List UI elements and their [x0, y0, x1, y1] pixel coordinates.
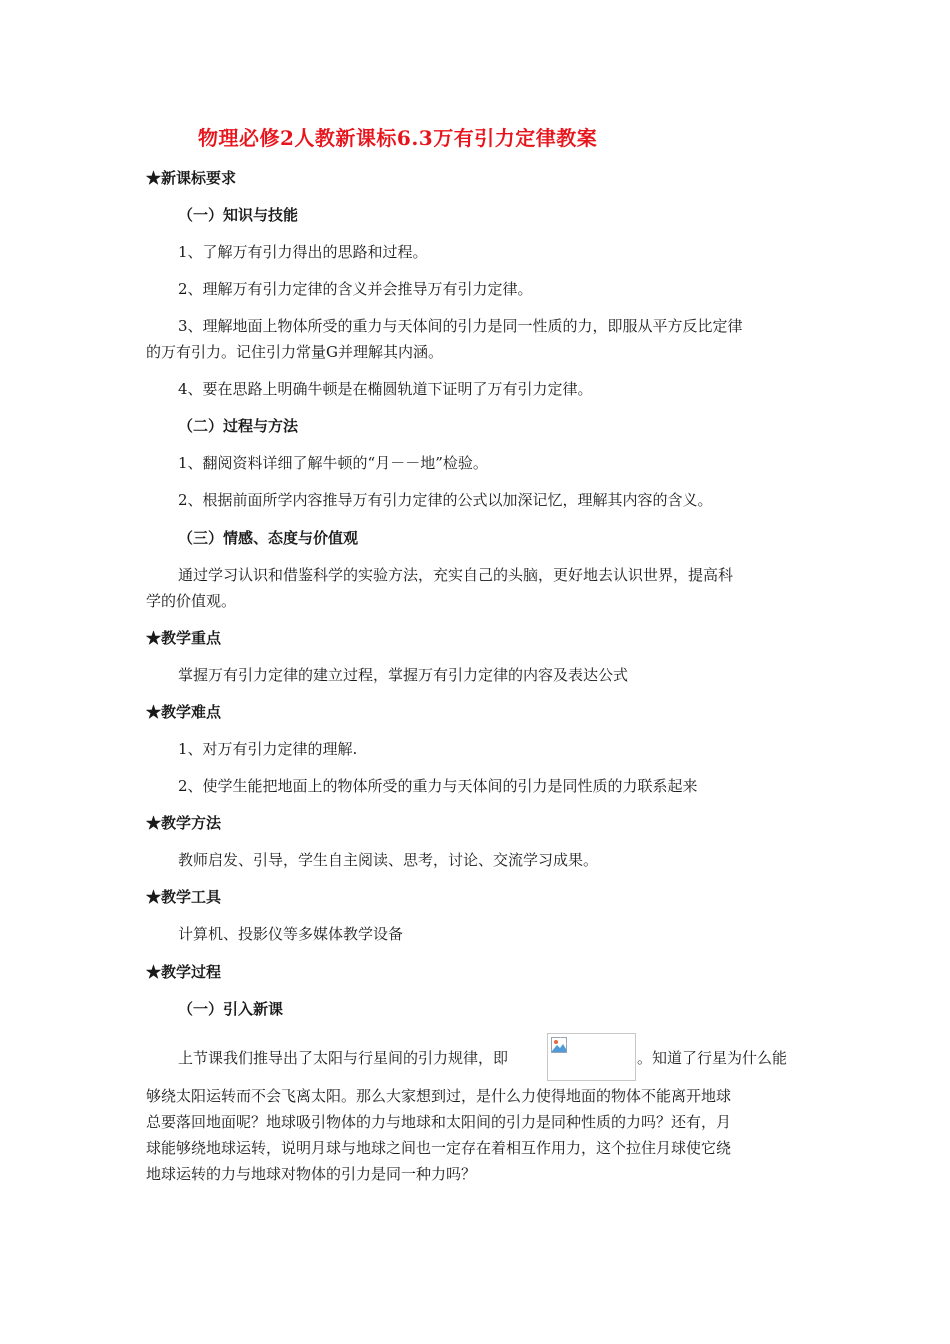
paragraph-line: 2、根据前面所学内容推导万有引力定律的公式以加深记忆，理解其内容的含义。 — [178, 491, 713, 509]
section-heading-difficulties: ★教学难点 — [146, 703, 222, 721]
section-heading-process: ★教学过程 — [146, 963, 222, 981]
paragraph-line: 计算机、投影仪等多媒体教学设备 — [178, 925, 404, 943]
paragraph-line: 4、要在思路上明确牛顿是在椭圆轨道下证明了万有引力定律。 — [178, 380, 593, 398]
section-heading-methods: ★教学方法 — [146, 814, 222, 832]
paragraph-line: 2、理解万有引力定律的含义并会推导万有引力定律。 — [178, 280, 533, 298]
subheading-emotion-values: （三）情感、态度与价值观 — [178, 529, 359, 547]
broken-image-icon — [551, 1037, 567, 1053]
subheading-introduction: （一）引入新课 — [178, 1000, 284, 1018]
page-title: 物理必修2人教新课标6.3万有引力定律教案 — [198, 126, 598, 150]
paragraph-line: 总要落回地面呢？地球吸引物体的力与地球和太阳间的引力是同种性质的力吗？还有，月 — [146, 1113, 732, 1131]
subheading-process-method: （二）过程与方法 — [178, 417, 299, 435]
paragraph-line: 的万有引力。记住引力常量G并理解其内涵。 — [146, 343, 443, 361]
subheading-knowledge-skills: （一）知识与技能 — [178, 206, 299, 224]
paragraph-line: 够绕太阳运转而不会飞离太阳。那么大家想到过，是什么力使得地面的物体不能离开地球 — [146, 1087, 732, 1105]
paragraph-line: 地球运转的力与地球对物体的引力是同一种力吗？ — [146, 1165, 477, 1183]
formula-image — [547, 1033, 636, 1081]
paragraph-line: 1、对万有引力定律的理解. — [178, 740, 358, 758]
paragraph-line: 3、理解地面上物体所受的重力与天体间的引力是同一性质的力，即服从平方反比定律 — [178, 317, 743, 335]
paragraph-line: 2、使学生能把地面上的物体所受的重力与天体间的引力是同性质的力联系起来 — [178, 777, 698, 795]
paragraph-line: 1、翻阅资料详细了解牛顿的“月－－地”检验。 — [178, 454, 488, 472]
paragraph-line: 上节课我们推导出了太阳与行星间的引力规律，即 — [178, 1049, 509, 1067]
paragraph-line: 学的价值观。 — [146, 592, 237, 610]
paragraph-line: 。知道了行星为什么能 — [637, 1049, 788, 1067]
paragraph-line: 球能够绕地球运转，说明月球与地球之间也一定存在着相互作用力，这个拉住月球使它绕 — [146, 1139, 732, 1157]
section-heading-key-points: ★教学重点 — [146, 629, 222, 647]
section-heading-standards: ★新课标要求 — [146, 169, 237, 187]
section-heading-tools: ★教学工具 — [146, 888, 222, 906]
paragraph-line: 1、了解万有引力得出的思路和过程。 — [178, 243, 428, 261]
paragraph-line: 掌握万有引力定律的建立过程，掌握万有引力定律的内容及表达公式 — [178, 666, 629, 684]
paragraph-line: 通过学习认识和借鉴科学的实验方法，充实自己的头脑，更好地去认识世界，提高科 — [178, 566, 734, 584]
paragraph-line: 教师启发、引导，学生自主阅读、思考，讨论、交流学习成果。 — [178, 851, 599, 869]
